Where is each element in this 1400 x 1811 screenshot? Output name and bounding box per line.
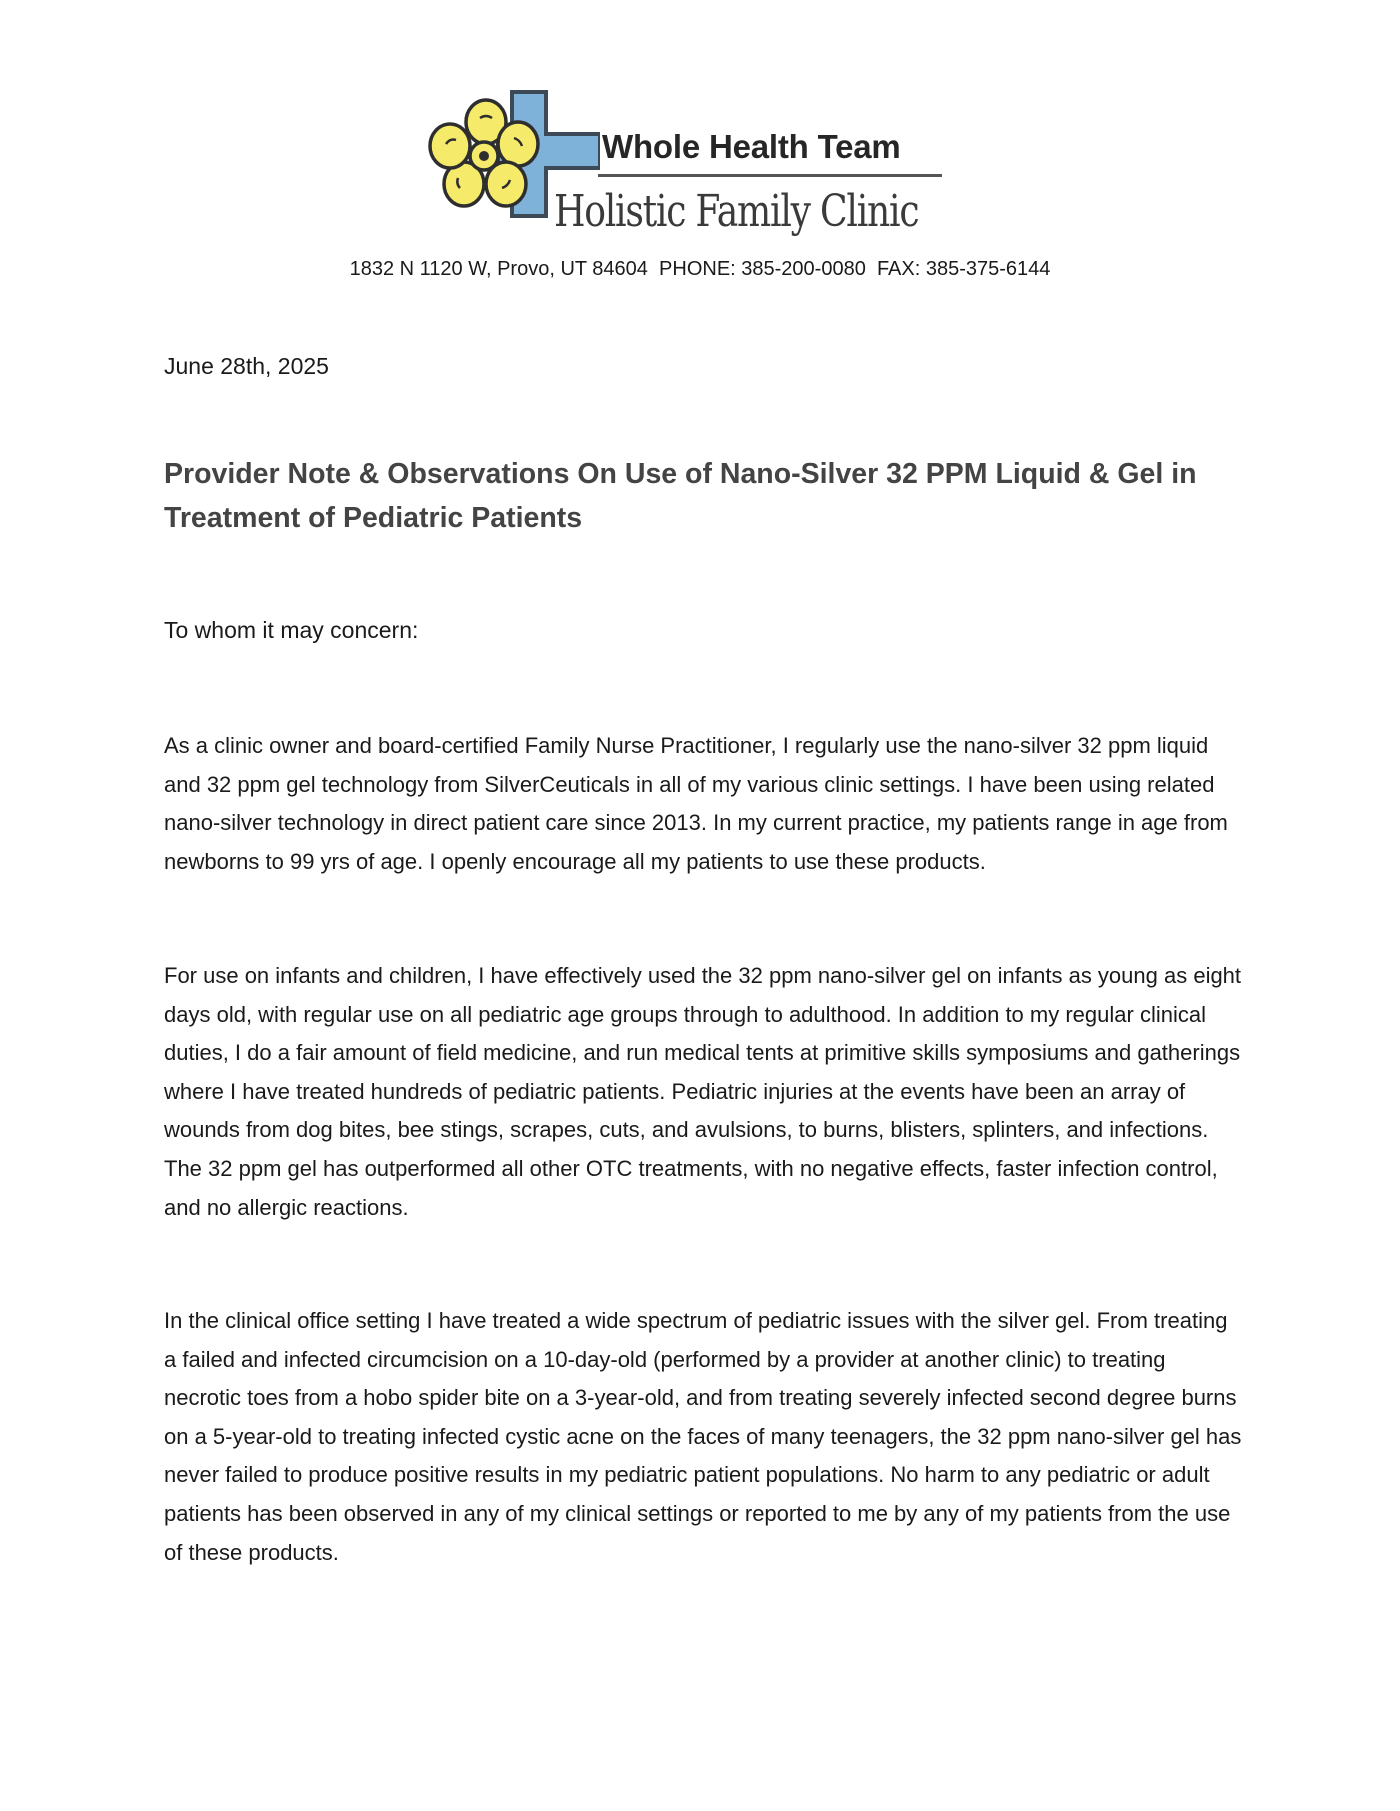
body-paragraph-3: In the clinical office setting I have treated a wide spectrum of pediatric issues with the silver gel. From treating a failed and infected circumcision on a 10-day-old (performed by a provider at another clinic) to treating necrotic toes from a hobo spider bite on a 3-year-old, and from treating severely infected second degree burns on a 5-year-old to treating infected cystic acne on the faces of many teenagers, the 32 ppm nano-silver gel has never failed to produce positive results in my pediatric patient populations. No harm to any pediatric or adult patients has been observed in any of my clinical settings or reported to me by any of my patients from the use of these products. (164, 1308, 1242, 1565)
letter-title: Provider Note & Observations On Use of Nano-Silver 32 PPM Liquid & Gel in Treatment of Pediatric Patients (164, 458, 1197, 534)
letterhead (420, 88, 980, 248)
org-name: Whole Health Team (602, 128, 901, 165)
org-subtitle: Holistic Family Clinic (554, 186, 919, 237)
org-name-underline (598, 174, 942, 177)
body-paragraph-2: For use on infants and children, I have effectively used the 32 ppm nano-silver gel on infants as young as eight days old, with regular use on all pediatric age groups through to adulthood. In addition to my regular clinical duties, I do a fair amount of field medicine, and run medical tents at primitive skills symposiums and gatherings where I have treated hundreds of pediatric patients. Pediatric injuries at the events have been an array of wounds from dog bites, bee stings, scrapes, cuts, and avulsions, to burns, blisters, splinters, and infections. The 32 ppm gel has outperformed all other OTC treatments, with no negative effects, faster infection control, and no allergic reactions. (164, 963, 1242, 1220)
letter-date: June 28th, 2025 (164, 353, 329, 379)
body-paragraph-1: As a clinic owner and board-certified Family Nurse Practitioner, I regularly use the nano-silver 32 ppm liquid and 32 ppm gel technology from SilverCeuticals in all of my various clinic settings. I have been using related nano-silver technology in direct patient care since 2013. In my current practice, my patients range in age from newborns to 99 yrs of age. I openly encourage all my patients to use these products. (164, 733, 1228, 874)
salutation: To whom it may concern: (164, 617, 419, 643)
contact-line: 1832 N 1120 W, Provo, UT 84604 PHONE: 385-200-0080 FAX: 385-375-6144 (349, 258, 1051, 280)
